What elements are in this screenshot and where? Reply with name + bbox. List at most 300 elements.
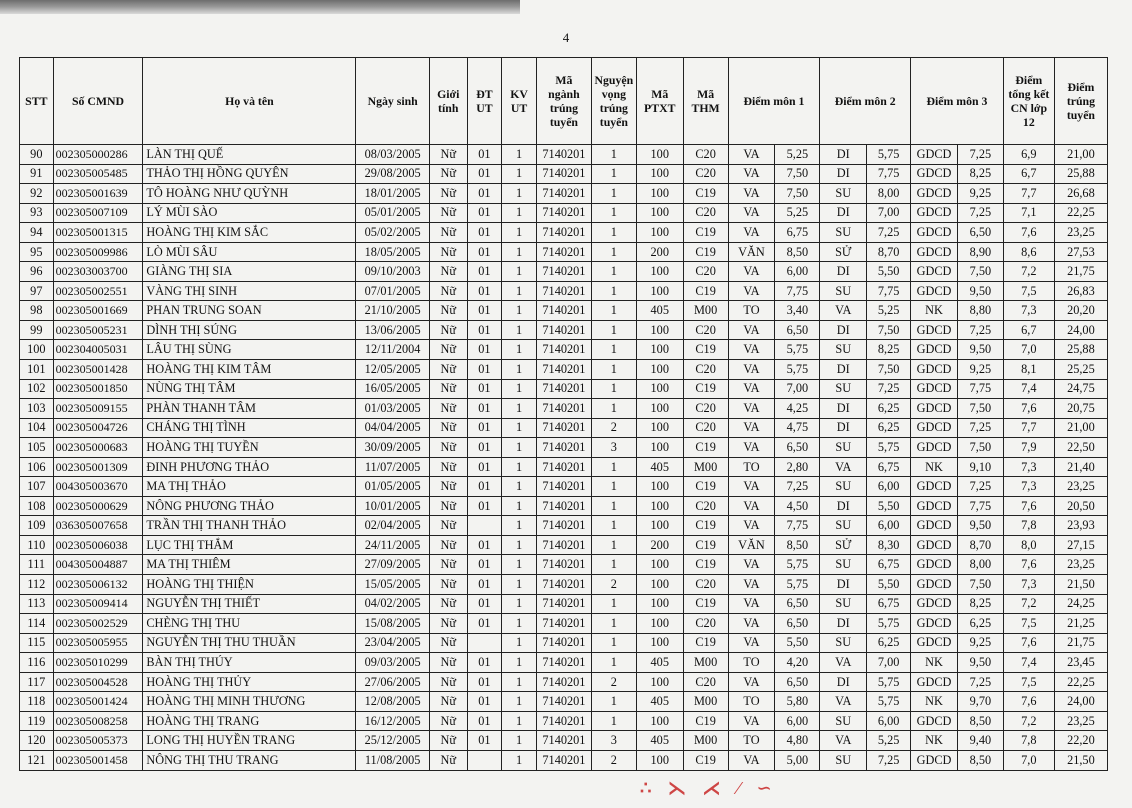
table-cell: 30/09/2005	[356, 438, 429, 458]
table-cell: 01	[467, 711, 502, 731]
table-cell: 1	[502, 614, 537, 634]
table-cell: 1	[591, 360, 636, 380]
table-cell: 1	[591, 320, 636, 340]
table-cell: 01	[467, 614, 502, 634]
table-cell: VA	[728, 399, 775, 419]
table-cell: 7,6	[1003, 555, 1054, 575]
table-cell: 1	[591, 477, 636, 497]
table-cell: TRẦN THỊ THANH THẢO	[143, 516, 356, 536]
table-cell: SU	[820, 379, 867, 399]
table-cell: GDCD	[911, 262, 958, 282]
table-cell: 1	[502, 653, 537, 673]
table-cell: 100	[636, 496, 683, 516]
table-cell: Nữ	[429, 692, 467, 712]
table-cell: 1	[591, 399, 636, 419]
table-row	[20, 711, 1108, 731]
table-cell: 5,50	[867, 496, 911, 516]
table-cell: CHÁNG THỊ TÌNH	[143, 418, 356, 438]
table-cell: 1	[502, 692, 537, 712]
table-cell: 5,75	[775, 575, 820, 595]
table-cell: TO	[728, 301, 775, 321]
table-cell: GDCD	[911, 633, 958, 653]
table-cell: 7,2	[1003, 262, 1054, 282]
table-cell: 002305000629	[53, 496, 143, 516]
table-cell: TÔ HOÀNG NHƯ QUỲNH	[143, 184, 356, 204]
header-subject-3: Điểm môn 3	[911, 58, 1004, 145]
table-cell: Nữ	[429, 575, 467, 595]
table-row	[20, 692, 1108, 712]
table-cell: VA	[728, 516, 775, 536]
table-cell: C19	[683, 555, 728, 575]
table-cell: 21,75	[1054, 633, 1107, 653]
table-cell: 7,4	[1003, 379, 1054, 399]
red-seal-stamp: ∴ ⋋ ⋌ ⁄ ∽	[640, 778, 778, 798]
table-cell: 7,2	[1003, 711, 1054, 731]
table-cell: 6,50	[957, 223, 1003, 243]
table-cell: NÔNG PHƯƠNG THẢO	[143, 496, 356, 516]
table-cell: 1	[502, 164, 537, 184]
table-cell: 8,30	[867, 535, 911, 555]
table-cell: GDCD	[911, 496, 958, 516]
table-cell: 09/10/2003	[356, 262, 429, 282]
table-cell: 7,5	[1003, 281, 1054, 301]
table-cell: 1	[502, 750, 537, 770]
table-cell: 24,00	[1054, 692, 1107, 712]
table-cell: 5,80	[775, 692, 820, 712]
table-cell: Nữ	[429, 340, 467, 360]
table-cell: 7140201	[536, 731, 591, 751]
table-cell: 004305004887	[53, 555, 143, 575]
table-cell: 6,25	[867, 633, 911, 653]
table-cell: M00	[683, 457, 728, 477]
table-cell: TO	[728, 692, 775, 712]
table-cell: 3	[591, 438, 636, 458]
table-cell: 23,25	[1054, 555, 1107, 575]
table-cell: 7,00	[867, 653, 911, 673]
table-cell: 1	[591, 633, 636, 653]
table-row	[20, 301, 1108, 321]
table-cell: VA	[728, 320, 775, 340]
table-cell: VA	[728, 477, 775, 497]
header-subject-group: Mã THM	[683, 58, 728, 145]
table-cell: 2,80	[775, 457, 820, 477]
table-cell: SỬ	[820, 535, 867, 555]
table-cell: 27,53	[1054, 242, 1107, 262]
table-cell: 7140201	[536, 223, 591, 243]
table-cell: 1	[502, 262, 537, 282]
table-row	[20, 750, 1108, 770]
table-cell: DI	[820, 399, 867, 419]
table-cell: 21,25	[1054, 614, 1107, 634]
table-cell: 7140201	[536, 340, 591, 360]
table-cell: 01	[467, 535, 502, 555]
table-header-row	[20, 58, 1108, 145]
table-cell: 12/08/2005	[356, 692, 429, 712]
table-cell: 01	[467, 164, 502, 184]
table-cell: C20	[683, 262, 728, 282]
table-cell: M00	[683, 653, 728, 673]
table-cell: 01	[467, 575, 502, 595]
table-row	[20, 575, 1108, 595]
table-cell: VÀNG THỊ SINH	[143, 281, 356, 301]
table-cell: 6,7	[1003, 164, 1054, 184]
table-cell: 01	[467, 281, 502, 301]
table-cell: 100	[636, 360, 683, 380]
table-cell: LÒ MÙI SÂU	[143, 242, 356, 262]
table-cell: 1	[502, 203, 537, 223]
table-cell: 1	[502, 320, 537, 340]
table-cell: 405	[636, 653, 683, 673]
table-cell: GDCD	[911, 223, 958, 243]
table-cell: 8,0	[1003, 535, 1054, 555]
table-cell: DÌNH THỊ SÚNG	[143, 320, 356, 340]
table-cell: 7,50	[867, 320, 911, 340]
table-cell: 01	[467, 457, 502, 477]
table-cell: 002305010299	[53, 653, 143, 673]
table-cell: NK	[911, 731, 958, 751]
table-cell: 1	[502, 379, 537, 399]
table-cell: 1	[502, 516, 537, 536]
table-cell: 6,00	[775, 262, 820, 282]
table-cell: 16/05/2005	[356, 379, 429, 399]
table-cell: 7,25	[867, 750, 911, 770]
table-cell: 4,80	[775, 731, 820, 751]
table-cell: 118	[20, 692, 54, 712]
table-cell: 1	[591, 301, 636, 321]
table-cell: 5,75	[775, 360, 820, 380]
table-cell: 8,25	[957, 594, 1003, 614]
scan-edge-shadow	[0, 0, 520, 14]
table-cell: GDCD	[911, 203, 958, 223]
table-cell: 8,50	[775, 535, 820, 555]
table-cell: 7,0	[1003, 340, 1054, 360]
header-wish-order: Nguyện vọng trúng tuyển	[591, 58, 636, 145]
table-cell: VA	[728, 281, 775, 301]
table-cell: SU	[820, 281, 867, 301]
table-cell: MA THỊ THIÊM	[143, 555, 356, 575]
table-cell: Nữ	[429, 555, 467, 575]
table-cell: 3,40	[775, 301, 820, 321]
table-cell: 104	[20, 418, 54, 438]
table-cell: C19	[683, 750, 728, 770]
table-cell: 7140201	[536, 672, 591, 692]
header-cmnd: Số CMND	[53, 58, 143, 145]
table-cell: 5,75	[867, 438, 911, 458]
table-cell: 8,50	[957, 750, 1003, 770]
table-cell: GDCD	[911, 340, 958, 360]
table-cell: SU	[820, 340, 867, 360]
table-cell: NGUYỄN THỊ THIẾT	[143, 594, 356, 614]
table-cell: 20,75	[1054, 399, 1107, 419]
table-cell: 1	[502, 438, 537, 458]
table-cell: 1	[502, 184, 537, 204]
header-priority-group: ĐT UT	[467, 58, 502, 145]
table-cell: 4,75	[775, 418, 820, 438]
table-cell: 1	[502, 145, 537, 165]
table-cell: THẢO THỊ HỒNG QUYÊN	[143, 164, 356, 184]
table-cell: LÝ MÙI SÀO	[143, 203, 356, 223]
table-cell: GDCD	[911, 418, 958, 438]
table-cell: 01	[467, 360, 502, 380]
header-gender: Giới tính	[429, 58, 467, 145]
table-cell: 01	[467, 320, 502, 340]
table-cell: 7140201	[536, 438, 591, 458]
table-cell: 22,25	[1054, 203, 1107, 223]
table-cell: 7,50	[775, 184, 820, 204]
table-cell: 002305004726	[53, 418, 143, 438]
table-cell: 7140201	[536, 614, 591, 634]
table-cell: 109	[20, 516, 54, 536]
table-cell: VĂN	[728, 242, 775, 262]
table-cell: 7140201	[536, 418, 591, 438]
table-cell: VA	[728, 614, 775, 634]
table-cell: 036305007658	[53, 516, 143, 536]
table-cell: C19	[683, 438, 728, 458]
table-cell: C19	[683, 184, 728, 204]
table-cell: 21,75	[1054, 262, 1107, 282]
table-cell: C19	[683, 516, 728, 536]
table-cell: 112	[20, 575, 54, 595]
table-cell: 01/03/2005	[356, 399, 429, 419]
table-cell: 20,50	[1054, 496, 1107, 516]
table-cell: 002305005485	[53, 164, 143, 184]
table-row	[20, 496, 1108, 516]
table-cell: NÔNG THỊ THU TRANG	[143, 750, 356, 770]
table-cell: 01	[467, 399, 502, 419]
table-cell: C20	[683, 399, 728, 419]
table-cell: VA	[728, 203, 775, 223]
table-cell: 002305009155	[53, 399, 143, 419]
table-cell: 004305003670	[53, 477, 143, 497]
table-cell: 105	[20, 438, 54, 458]
table-cell: 1	[502, 711, 537, 731]
table-cell: 1	[591, 340, 636, 360]
table-cell: 01	[467, 379, 502, 399]
table-cell: DI	[820, 496, 867, 516]
table-cell: Nữ	[429, 184, 467, 204]
table-cell: 1	[502, 672, 537, 692]
table-cell: 7140201	[536, 594, 591, 614]
table-cell: 7,25	[867, 379, 911, 399]
table-cell: 13/06/2005	[356, 320, 429, 340]
table-cell: GDCD	[911, 575, 958, 595]
table-cell: 16/12/2005	[356, 711, 429, 731]
table-cell: NK	[911, 301, 958, 321]
table-cell: 002305005955	[53, 633, 143, 653]
table-cell: 9,70	[957, 692, 1003, 712]
table-cell: 1	[591, 184, 636, 204]
table-cell: 200	[636, 242, 683, 262]
table-cell: 7,25	[957, 145, 1003, 165]
table-cell: 100	[636, 203, 683, 223]
table-cell: 100	[636, 399, 683, 419]
table-cell: 05/01/2005	[356, 203, 429, 223]
table-cell: 110	[20, 535, 54, 555]
table-cell: 5,25	[775, 203, 820, 223]
table-cell: Nữ	[429, 203, 467, 223]
table-row	[20, 438, 1108, 458]
table-cell: 002305001639	[53, 184, 143, 204]
table-cell: 405	[636, 457, 683, 477]
table-cell: C20	[683, 203, 728, 223]
table-cell: 9,50	[957, 516, 1003, 536]
table-cell: GDCD	[911, 281, 958, 301]
table-cell: GDCD	[911, 164, 958, 184]
table-cell: 9,25	[957, 360, 1003, 380]
table-cell: 9,10	[957, 457, 1003, 477]
table-cell: 1	[502, 594, 537, 614]
table-cell: 92	[20, 184, 54, 204]
table-cell: 02/04/2005	[356, 516, 429, 536]
table-cell: 6,75	[867, 457, 911, 477]
table-cell: LONG THỊ HUYỀN TRANG	[143, 731, 356, 751]
table-cell: C20	[683, 496, 728, 516]
table-cell: 15/05/2005	[356, 575, 429, 595]
table-cell: 25,88	[1054, 340, 1107, 360]
table-cell: 1	[502, 242, 537, 262]
table-cell: GDCD	[911, 711, 958, 731]
table-cell: 7,5	[1003, 672, 1054, 692]
table-row	[20, 184, 1108, 204]
table-cell: HOÀNG THỊ TUYỀN	[143, 438, 356, 458]
table-cell: 002305001850	[53, 379, 143, 399]
table-cell	[467, 633, 502, 653]
table-cell: DI	[820, 145, 867, 165]
table-cell: 002305009414	[53, 594, 143, 614]
table-cell: 7,50	[957, 399, 1003, 419]
table-cell: 101	[20, 360, 54, 380]
table-cell: 100	[636, 672, 683, 692]
table-cell: 002305006038	[53, 535, 143, 555]
table-cell: Nữ	[429, 145, 467, 165]
table-cell: 100	[636, 320, 683, 340]
table-cell: 1	[591, 242, 636, 262]
table-row	[20, 164, 1108, 184]
table-cell: Nữ	[429, 594, 467, 614]
table-cell: 111	[20, 555, 54, 575]
table-cell: VA	[728, 496, 775, 516]
table-cell: VA	[728, 184, 775, 204]
table-row	[20, 203, 1108, 223]
table-cell: 002305001669	[53, 301, 143, 321]
table-cell: C20	[683, 320, 728, 340]
table-cell: SU	[820, 184, 867, 204]
table-cell: 7,50	[867, 360, 911, 380]
table-row	[20, 614, 1108, 634]
table-cell: 7,5	[1003, 614, 1054, 634]
table-cell: 8,25	[867, 340, 911, 360]
table-cell: 7,75	[775, 281, 820, 301]
table-cell: 21,50	[1054, 750, 1107, 770]
table-cell: 01	[467, 262, 502, 282]
table-cell: 01	[467, 555, 502, 575]
table-cell: 1	[502, 340, 537, 360]
table-cell: 405	[636, 692, 683, 712]
table-cell: HOÀNG THỊ THIỆN	[143, 575, 356, 595]
table-cell: DI	[820, 164, 867, 184]
table-cell: VA	[728, 223, 775, 243]
table-row	[20, 594, 1108, 614]
table-cell: 5,50	[867, 575, 911, 595]
table-cell	[467, 516, 502, 536]
table-cell: 7,50	[957, 575, 1003, 595]
table-cell: 24/11/2005	[356, 535, 429, 555]
table-cell: 9,40	[957, 731, 1003, 751]
table-cell: 7,25	[957, 203, 1003, 223]
table-cell: C20	[683, 575, 728, 595]
table-cell: 6,00	[867, 477, 911, 497]
table-cell: Nữ	[429, 360, 467, 380]
table-cell: TO	[728, 731, 775, 751]
table-cell: 2	[591, 672, 636, 692]
table-cell: GDCD	[911, 145, 958, 165]
table-cell: NK	[911, 653, 958, 673]
table-cell: 7,3	[1003, 457, 1054, 477]
table-cell: 01	[467, 653, 502, 673]
table-cell: 1	[502, 575, 537, 595]
table-cell: 002304005031	[53, 340, 143, 360]
page-number: 4	[562, 30, 570, 45]
table-cell: DI	[820, 418, 867, 438]
table-cell: 29/08/2005	[356, 164, 429, 184]
table-cell: C19	[683, 281, 728, 301]
table-cell: 21,00	[1054, 418, 1107, 438]
table-cell: 7,25	[957, 672, 1003, 692]
table-row	[20, 223, 1108, 243]
table-cell: Nữ	[429, 614, 467, 634]
table-cell: VA	[728, 145, 775, 165]
table-cell: 7140201	[536, 750, 591, 770]
table-cell: M00	[683, 692, 728, 712]
table-cell: 100	[636, 164, 683, 184]
table-cell: SU	[820, 750, 867, 770]
table-cell: 21/10/2005	[356, 301, 429, 321]
table-cell: 21,50	[1054, 575, 1107, 595]
table-cell: 98	[20, 301, 54, 321]
table-row	[20, 360, 1108, 380]
header-method-code: Mã PTXT	[636, 58, 683, 145]
table-cell: 01	[467, 692, 502, 712]
table-cell: 4,20	[775, 653, 820, 673]
table-cell: GDCD	[911, 379, 958, 399]
table-cell: 7,50	[957, 438, 1003, 458]
table-cell: 01	[467, 731, 502, 751]
table-cell: 100	[636, 418, 683, 438]
table-cell: 91	[20, 164, 54, 184]
table-cell: GDCD	[911, 672, 958, 692]
table-cell: 25,25	[1054, 360, 1107, 380]
table-cell: 1	[591, 535, 636, 555]
table-cell: 7140201	[536, 555, 591, 575]
table-row	[20, 555, 1108, 575]
table-cell: 7,50	[775, 164, 820, 184]
table-cell: GDCD	[911, 555, 958, 575]
table-cell: 6,00	[775, 711, 820, 731]
header-subject-1: Điểm môn 1	[728, 58, 820, 145]
table-cell: SU	[820, 223, 867, 243]
table-cell: 1	[591, 281, 636, 301]
table-cell: VA	[820, 653, 867, 673]
table-cell: 11/07/2005	[356, 457, 429, 477]
table-cell: M00	[683, 731, 728, 751]
table-cell: 8,00	[957, 555, 1003, 575]
table-cell: VĂN	[728, 535, 775, 555]
table-cell: 1	[591, 223, 636, 243]
table-cell: 1	[591, 555, 636, 575]
table-cell: Nữ	[429, 496, 467, 516]
table-cell: 5,50	[775, 633, 820, 653]
admission-results-table	[19, 57, 1108, 771]
